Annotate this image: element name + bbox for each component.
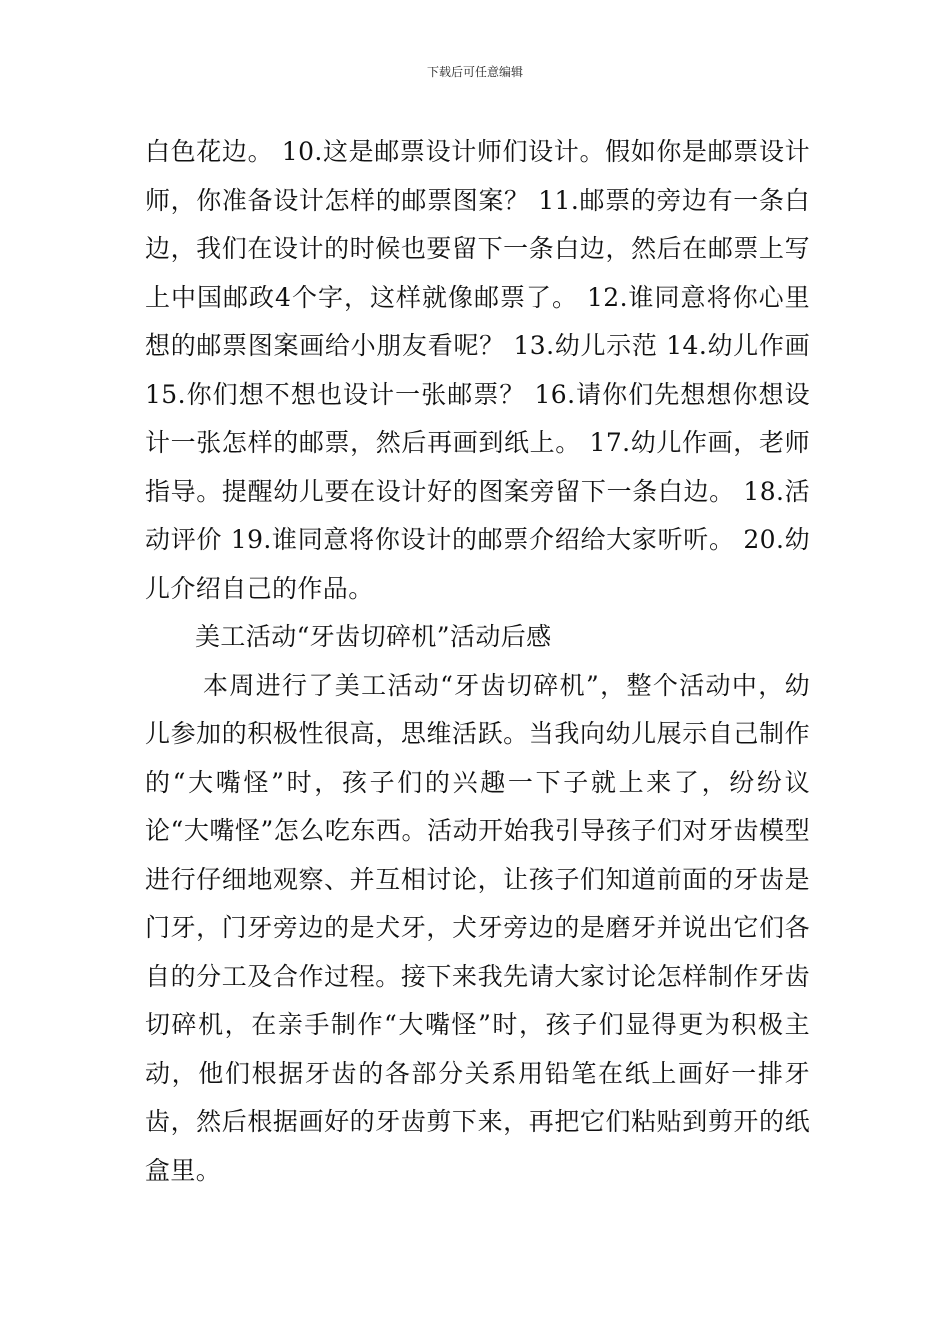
document-body [145, 128, 810, 1195]
paragraph-activity-steps: 白色花边。 10.这是邮票设计师们设计。假如你是邮票设计师，你准备设计怎样的邮票图案？ 11.邮票的旁边有一条白边，我们在设计的时候也要留下一条白边，然后在邮票上写上中国邮政4个字，这样就像邮票了。 12.谁同意将你心里想的邮票图案画给小朋友看呢？ 13.幼儿示范 14.幼儿作画 15.你们想不想也设计一张邮票？ 16.请你们先想想你想设计一张怎样的邮票，然后再画到纸上。 17.幼儿作画，老师指导。提醒幼儿要在设计好的图案旁留下一条白边。 18.活动评价 19.谁同意将你设计的邮票介绍给大家听听。 20.幼儿介绍自己的作品。 [145, 137, 810, 603]
section-title: 美工活动“牙齿切碎机”活动后感 [195, 622, 552, 651]
page-header: 下载后可任意编辑 [426, 65, 523, 79]
paragraph-reflection: 本周进行了美工活动“牙齿切碎机”，整个活动中，幼儿参加的积极性很高，思维活跃。当我向幼儿展示自己制作的“大嘴怪”时，孩子们的兴趣一下子就上来了，纷纷议论“大嘴怪”怎么吃东西。活动开始我引导孩子们对牙齿模型进行仔细地观察、并互相讨论，让孩子们知道前面的牙齿是门牙，门牙旁边的是犬牙，犬牙旁边的是磨牙并说出它们各自的分工及合作过程。接下来我先请大家讨论怎样制作牙齿切碎机，在亲手制作“大嘴怪”时，孩子们显得更为积极主动，他们根据牙齿的各部分关系用铅笔在纸上画好一排牙齿，然后根据画好的牙齿剪下来，再把它们粘贴到剪开的纸盒里。 [145, 670, 810, 1185]
